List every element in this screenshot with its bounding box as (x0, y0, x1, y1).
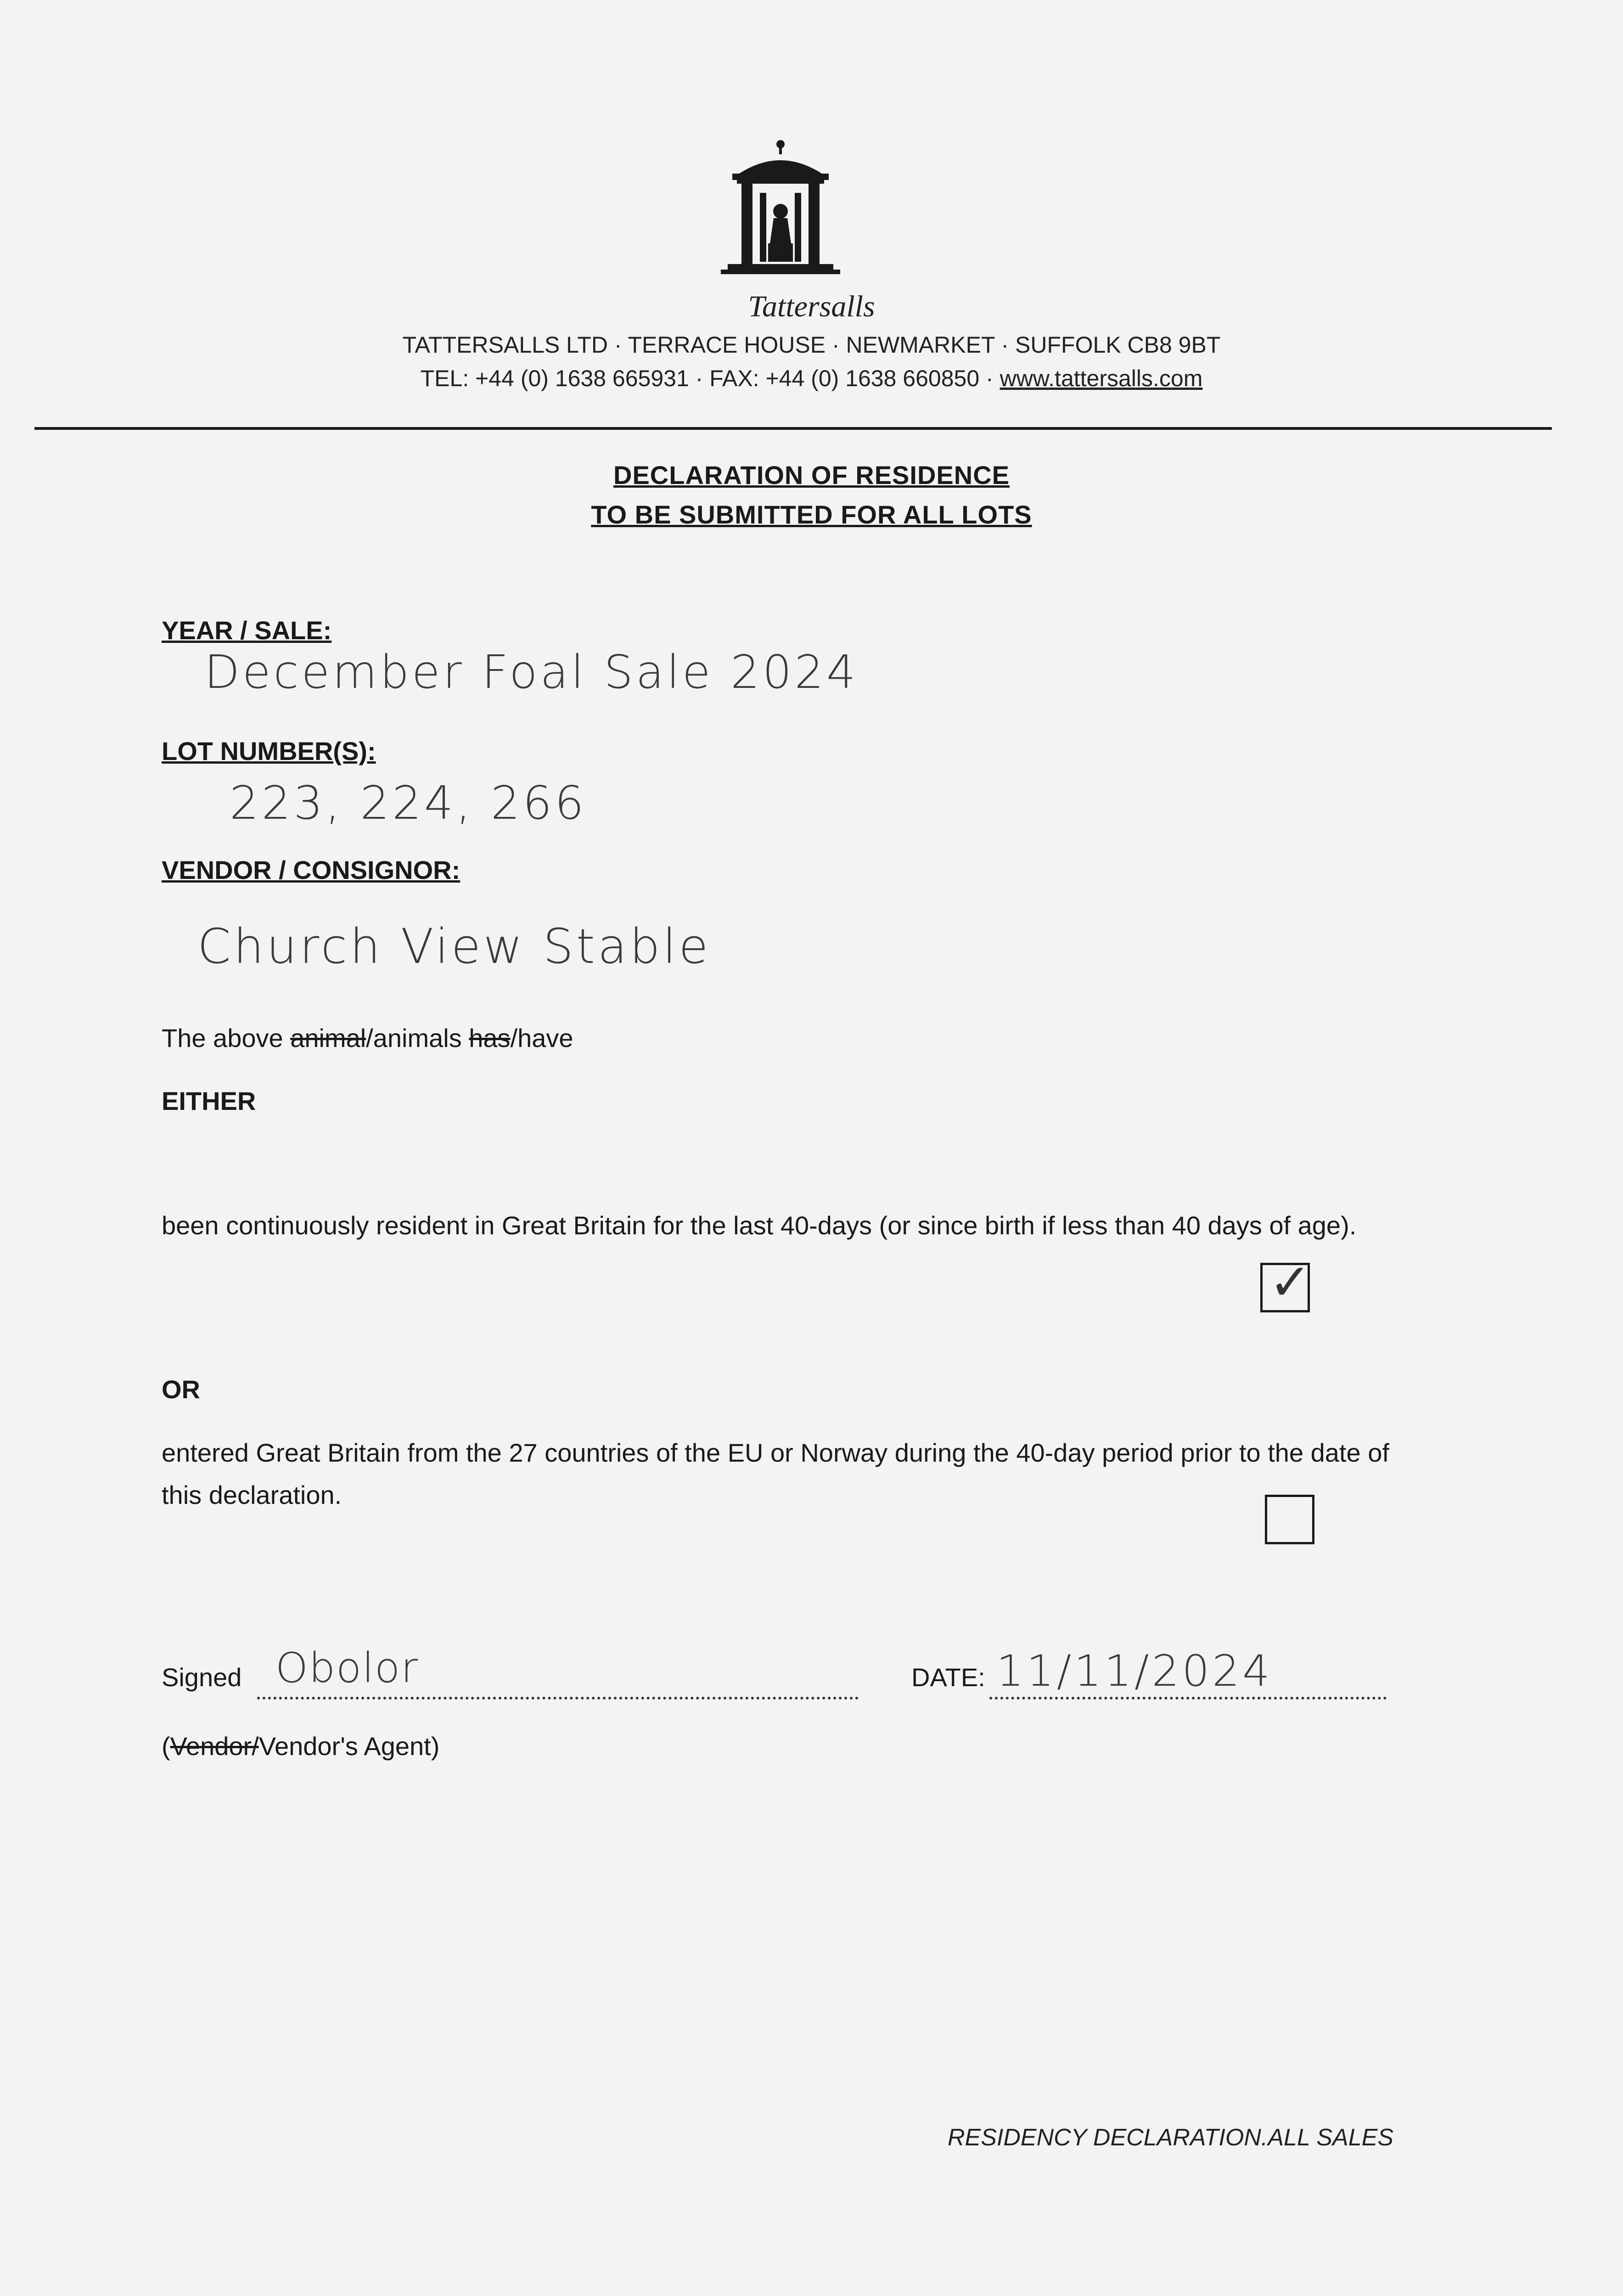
struck-vendor: Vendor/ (170, 1732, 259, 1761)
option-entered-checkbox[interactable] (1265, 1495, 1314, 1544)
struck-has: has (469, 1024, 511, 1052)
tattersalls-logo (714, 138, 847, 289)
company-contact (0, 365, 1623, 392)
company-address: TATTERSALLS LTD · TERRACE HOUSE · NEWMARKET · SUFFOLK CB8 9BT (402, 332, 1221, 358)
form-subtitle: TO BE SUBMITTED FOR ALL LOTS (591, 500, 1032, 529)
struck-animal: animal (290, 1024, 366, 1052)
animals-statement: The above animal/animals has/have (162, 1024, 573, 1052)
signed-label: Signed (162, 1663, 242, 1692)
signature-value: Obolor (275, 1644, 419, 1692)
signatory-role: (Vendor/Vendor's Agent) (162, 1732, 440, 1761)
either-heading: EITHER (162, 1086, 256, 1115)
footer-reference: RESIDENCY DECLARATION.ALL SALES (947, 2124, 1393, 2151)
option-resident-checkbox[interactable] (1260, 1253, 1312, 1312)
vendor-consignor-value[interactable]: Church View Stable (197, 918, 711, 974)
option-entered-text: entered Great Britain from the 27 countries of the EU or Norway during the 40-day period prior to the date of this declaration. (162, 1438, 1389, 1509)
lot-numbers-value[interactable]: 223, 224, 266 (230, 776, 587, 830)
year-sale-label: YEAR / SALE: (162, 616, 332, 645)
year-sale-value[interactable]: December Foal Sale 2024 (204, 645, 859, 699)
date-value: 11/11/2024 (996, 1646, 1273, 1696)
lot-numbers-label: LOT NUMBER(S): (162, 737, 376, 765)
phone-fax: TEL: +44 (0) 1638 665931 · FAX: +44 (0) 1638 660850 · (420, 366, 1000, 391)
form-title: DECLARATION OF RESIDENCE (613, 461, 1010, 490)
vendor-consignor-label: VENDOR / CONSIGNOR: (162, 855, 461, 884)
date-label: DATE: (911, 1663, 985, 1692)
option-resident-text: been continuously resident in Great Britain for the last 40-days (or since birth if less than 40 days of age). (162, 1211, 1357, 1240)
website-link[interactable]: www.tattersalls.com (1000, 366, 1203, 391)
brand-name: Tattersalls (748, 290, 875, 323)
or-heading: OR (162, 1375, 200, 1404)
header-divider (34, 427, 1552, 430)
checkmark-icon: ✓ (1269, 1253, 1312, 1311)
